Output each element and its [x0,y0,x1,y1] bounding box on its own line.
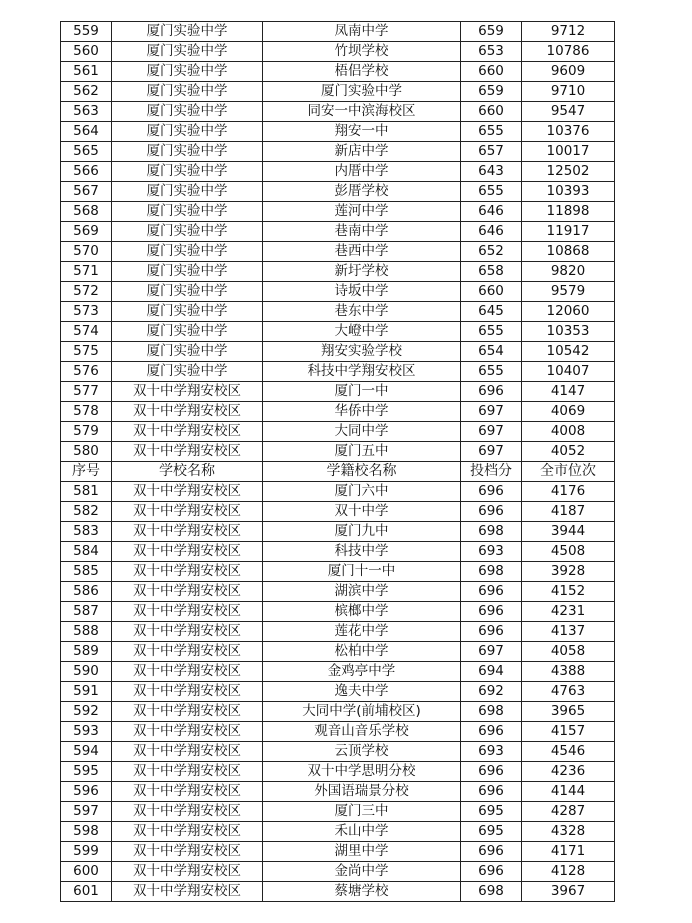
header-school-cell: 学校名称 [112,462,263,482]
score-cell: 655 [461,122,522,142]
rank-cell: 9712 [522,22,615,42]
registered-school-cell: 双十中学 [263,502,461,522]
registered-school-cell: 厦门五中 [263,442,461,462]
rank-cell: 4137 [522,622,615,642]
seq-cell: 587 [61,602,112,622]
rank-cell: 11898 [522,202,615,222]
seq-cell: 597 [61,802,112,822]
table-row [61,642,615,662]
seq-cell: 583 [61,522,112,542]
header-registered-school-cell: 学籍校名称 [263,462,461,482]
school-cell: 厦门实验中学 [112,162,263,182]
registered-school-cell: 松柏中学 [263,642,461,662]
registered-school-cell: 莲河中学 [263,202,461,222]
seq-cell: 562 [61,82,112,102]
rank-cell: 4052 [522,442,615,462]
score-cell: 698 [461,522,522,542]
registered-school-cell: 厦门三中 [263,802,461,822]
header-row [61,462,615,482]
registered-school-cell: 华侨中学 [263,402,461,422]
registered-school-cell: 翔安一中 [263,122,461,142]
score-cell: 696 [461,582,522,602]
registered-school-cell: 凤南中学 [263,22,461,42]
score-cell: 696 [461,842,522,862]
table-row [61,742,615,762]
score-cell: 654 [461,342,522,362]
rank-cell: 4008 [522,422,615,442]
score-cell: 696 [461,722,522,742]
table-row [61,342,615,362]
table-row [61,422,615,442]
table-row [61,722,615,742]
table-row [61,802,615,822]
table-row [61,522,615,542]
school-cell: 厦门实验中学 [112,262,263,282]
school-cell: 双十中学翔安校区 [112,522,263,542]
school-cell: 双十中学翔安校区 [112,442,263,462]
seq-cell: 569 [61,222,112,242]
school-cell: 厦门实验中学 [112,22,263,42]
score-cell: 646 [461,202,522,222]
registered-school-cell: 梧侣学校 [263,62,461,82]
rank-cell: 9820 [522,262,615,282]
seq-cell: 589 [61,642,112,662]
table-row [61,42,615,62]
table-row [61,482,615,502]
seq-cell: 577 [61,382,112,402]
school-cell: 双十中学翔安校区 [112,582,263,602]
table-row [61,882,615,902]
school-cell: 厦门实验中学 [112,102,263,122]
seq-cell: 600 [61,862,112,882]
seq-cell: 573 [61,302,112,322]
seq-cell: 581 [61,482,112,502]
school-cell: 双十中学翔安校区 [112,562,263,582]
table-row [61,162,615,182]
table-row [61,602,615,622]
rank-cell: 4236 [522,762,615,782]
rank-cell: 4187 [522,502,615,522]
rank-cell: 4144 [522,782,615,802]
admission-score-sheet [60,21,614,902]
school-cell: 双十中学翔安校区 [112,502,263,522]
school-cell: 双十中学翔安校区 [112,682,263,702]
rank-cell: 4328 [522,822,615,842]
seq-cell: 576 [61,362,112,382]
registered-school-cell: 竹坝学校 [263,42,461,62]
seq-cell: 568 [61,202,112,222]
score-cell: 698 [461,562,522,582]
school-cell: 双十中学翔安校区 [112,422,263,442]
seq-cell: 586 [61,582,112,602]
seq-cell: 601 [61,882,112,902]
registered-school-cell: 新圩学校 [263,262,461,282]
table-row [61,542,615,562]
rank-cell: 4546 [522,742,615,762]
score-cell: 655 [461,322,522,342]
registered-school-cell: 禾山中学 [263,822,461,842]
seq-cell: 567 [61,182,112,202]
seq-cell: 578 [61,402,112,422]
table-row [61,322,615,342]
rank-cell: 11917 [522,222,615,242]
registered-school-cell: 彭厝学校 [263,182,461,202]
score-cell: 696 [461,482,522,502]
score-cell: 643 [461,162,522,182]
table-row [61,82,615,102]
seq-cell: 565 [61,142,112,162]
table-row [61,362,615,382]
seq-cell: 570 [61,242,112,262]
rank-cell: 4763 [522,682,615,702]
seq-cell: 594 [61,742,112,762]
table-row [61,442,615,462]
registered-school-cell: 新店中学 [263,142,461,162]
rank-cell: 12502 [522,162,615,182]
score-cell: 698 [461,882,522,902]
table-row [61,202,615,222]
table-row [61,382,615,402]
rank-cell: 3944 [522,522,615,542]
score-cell: 696 [461,502,522,522]
header-rank-cell: 全市位次 [522,462,615,482]
rank-cell: 3967 [522,882,615,902]
table-row [61,142,615,162]
rank-cell: 4388 [522,662,615,682]
registered-school-cell: 巷南中学 [263,222,461,242]
table-row [61,862,615,882]
seq-cell: 571 [61,262,112,282]
registered-school-cell: 大同中学(前埔校区) [263,702,461,722]
seq-cell: 596 [61,782,112,802]
seq-cell: 561 [61,62,112,82]
table-row [61,222,615,242]
registered-school-cell: 云顶学校 [263,742,461,762]
rank-cell: 10542 [522,342,615,362]
rank-cell: 4157 [522,722,615,742]
registered-school-cell: 厦门十一中 [263,562,461,582]
score-cell: 696 [461,602,522,622]
rank-cell: 10868 [522,242,615,262]
table-row [61,782,615,802]
rank-cell: 4508 [522,542,615,562]
registered-school-cell: 巷东中学 [263,302,461,322]
school-cell: 厦门实验中学 [112,62,263,82]
school-cell: 双十中学翔安校区 [112,842,263,862]
seq-cell: 598 [61,822,112,842]
table-row [61,102,615,122]
seq-cell: 580 [61,442,112,462]
seq-cell: 559 [61,22,112,42]
seq-cell: 588 [61,622,112,642]
school-cell: 双十中学翔安校区 [112,602,263,622]
registered-school-cell: 逸夫中学 [263,682,461,702]
school-cell: 双十中学翔安校区 [112,782,263,802]
seq-cell: 560 [61,42,112,62]
school-cell: 双十中学翔安校区 [112,762,263,782]
score-cell: 659 [461,82,522,102]
score-cell: 696 [461,862,522,882]
seq-cell: 572 [61,282,112,302]
table-row [61,762,615,782]
seq-cell: 582 [61,502,112,522]
table-row [61,622,615,642]
seq-cell: 590 [61,662,112,682]
table-body [61,22,615,902]
school-cell: 厦门实验中学 [112,302,263,322]
rank-cell: 10393 [522,182,615,202]
score-cell: 696 [461,762,522,782]
registered-school-cell: 槟榔中学 [263,602,461,622]
registered-school-cell: 诗坂中学 [263,282,461,302]
rank-cell: 4231 [522,602,615,622]
rank-cell: 4171 [522,842,615,862]
registered-school-cell: 金鸡亭中学 [263,662,461,682]
registered-school-cell: 蔡塘学校 [263,882,461,902]
score-cell: 645 [461,302,522,322]
score-cell: 655 [461,182,522,202]
school-cell: 厦门实验中学 [112,282,263,302]
table-row [61,502,615,522]
school-cell: 厦门实验中学 [112,322,263,342]
score-cell: 660 [461,282,522,302]
rank-cell: 9579 [522,282,615,302]
rank-cell: 9710 [522,82,615,102]
header-score-cell: 投档分 [461,462,522,482]
school-cell: 厦门实验中学 [112,122,263,142]
rank-cell: 4069 [522,402,615,422]
registered-school-cell: 莲花中学 [263,622,461,642]
registered-school-cell: 观音山音乐学校 [263,722,461,742]
table-row [61,182,615,202]
admission-table [60,21,615,902]
registered-school-cell: 双十中学思明分校 [263,762,461,782]
score-cell: 696 [461,382,522,402]
school-cell: 双十中学翔安校区 [112,642,263,662]
school-cell: 厦门实验中学 [112,202,263,222]
rank-cell: 10353 [522,322,615,342]
rank-cell: 9609 [522,62,615,82]
score-cell: 698 [461,702,522,722]
table-row [61,702,615,722]
score-cell: 692 [461,682,522,702]
school-cell: 双十中学翔安校区 [112,722,263,742]
seq-cell: 592 [61,702,112,722]
seq-cell: 585 [61,562,112,582]
seq-cell: 599 [61,842,112,862]
score-cell: 653 [461,42,522,62]
school-cell: 双十中学翔安校区 [112,542,263,562]
rank-cell: 4147 [522,382,615,402]
score-cell: 655 [461,362,522,382]
school-cell: 双十中学翔安校区 [112,382,263,402]
table-row [61,122,615,142]
seq-cell: 564 [61,122,112,142]
school-cell: 双十中学翔安校区 [112,702,263,722]
table-row [61,262,615,282]
table-row [61,282,615,302]
score-cell: 660 [461,62,522,82]
seq-cell: 584 [61,542,112,562]
registered-school-cell: 外国语瑞景分校 [263,782,461,802]
seq-cell: 574 [61,322,112,342]
table-row [61,682,615,702]
score-cell: 696 [461,782,522,802]
seq-cell: 595 [61,762,112,782]
seq-cell: 591 [61,682,112,702]
table-row [61,662,615,682]
school-cell: 双十中学翔安校区 [112,742,263,762]
score-cell: 693 [461,542,522,562]
registered-school-cell: 同安一中滨海校区 [263,102,461,122]
rank-cell: 10376 [522,122,615,142]
school-cell: 厦门实验中学 [112,142,263,162]
table-row [61,582,615,602]
school-cell: 双十中学翔安校区 [112,662,263,682]
registered-school-cell: 厦门九中 [263,522,461,542]
registered-school-cell: 厦门实验中学 [263,82,461,102]
school-cell: 厦门实验中学 [112,82,263,102]
rank-cell: 12060 [522,302,615,322]
score-cell: 697 [461,642,522,662]
seq-cell: 566 [61,162,112,182]
rank-cell: 10786 [522,42,615,62]
score-cell: 695 [461,822,522,842]
table-row [61,242,615,262]
registered-school-cell: 翔安实验学校 [263,342,461,362]
rank-cell: 4058 [522,642,615,662]
registered-school-cell: 金尚中学 [263,862,461,882]
school-cell: 双十中学翔安校区 [112,622,263,642]
registered-school-cell: 巷西中学 [263,242,461,262]
score-cell: 696 [461,622,522,642]
rank-cell: 3965 [522,702,615,722]
school-cell: 厦门实验中学 [112,42,263,62]
school-cell: 厦门实验中学 [112,182,263,202]
score-cell: 694 [461,662,522,682]
score-cell: 697 [461,442,522,462]
table-row [61,562,615,582]
rank-cell: 4176 [522,482,615,502]
table-row [61,842,615,862]
rank-cell: 10017 [522,142,615,162]
rank-cell: 3928 [522,562,615,582]
rank-cell: 4287 [522,802,615,822]
seq-cell: 575 [61,342,112,362]
school-cell: 厦门实验中学 [112,362,263,382]
table-row [61,22,615,42]
school-cell: 双十中学翔安校区 [112,862,263,882]
seq-cell: 563 [61,102,112,122]
school-cell: 厦门实验中学 [112,342,263,362]
seq-cell: 593 [61,722,112,742]
score-cell: 695 [461,802,522,822]
table-row [61,822,615,842]
score-cell: 658 [461,262,522,282]
registered-school-cell: 大嶝中学 [263,322,461,342]
score-cell: 697 [461,402,522,422]
table-row [61,62,615,82]
school-cell: 双十中学翔安校区 [112,482,263,502]
registered-school-cell: 科技中学翔安校区 [263,362,461,382]
score-cell: 646 [461,222,522,242]
registered-school-cell: 内厝中学 [263,162,461,182]
school-cell: 厦门实验中学 [112,222,263,242]
rank-cell: 9547 [522,102,615,122]
score-cell: 660 [461,102,522,122]
school-cell: 双十中学翔安校区 [112,402,263,422]
registered-school-cell: 湖滨中学 [263,582,461,602]
school-cell: 双十中学翔安校区 [112,882,263,902]
table-row [61,402,615,422]
score-cell: 697 [461,422,522,442]
registered-school-cell: 厦门一中 [263,382,461,402]
score-cell: 652 [461,242,522,262]
school-cell: 双十中学翔安校区 [112,802,263,822]
registered-school-cell: 大同中学 [263,422,461,442]
score-cell: 693 [461,742,522,762]
score-cell: 657 [461,142,522,162]
seq-cell: 579 [61,422,112,442]
table-row [61,302,615,322]
school-cell: 厦门实验中学 [112,242,263,262]
rank-cell: 4152 [522,582,615,602]
rank-cell: 4128 [522,862,615,882]
header-seq-cell: 序号 [61,462,112,482]
registered-school-cell: 科技中学 [263,542,461,562]
score-cell: 659 [461,22,522,42]
registered-school-cell: 厦门六中 [263,482,461,502]
rank-cell: 10407 [522,362,615,382]
registered-school-cell: 湖里中学 [263,842,461,862]
school-cell: 双十中学翔安校区 [112,822,263,842]
